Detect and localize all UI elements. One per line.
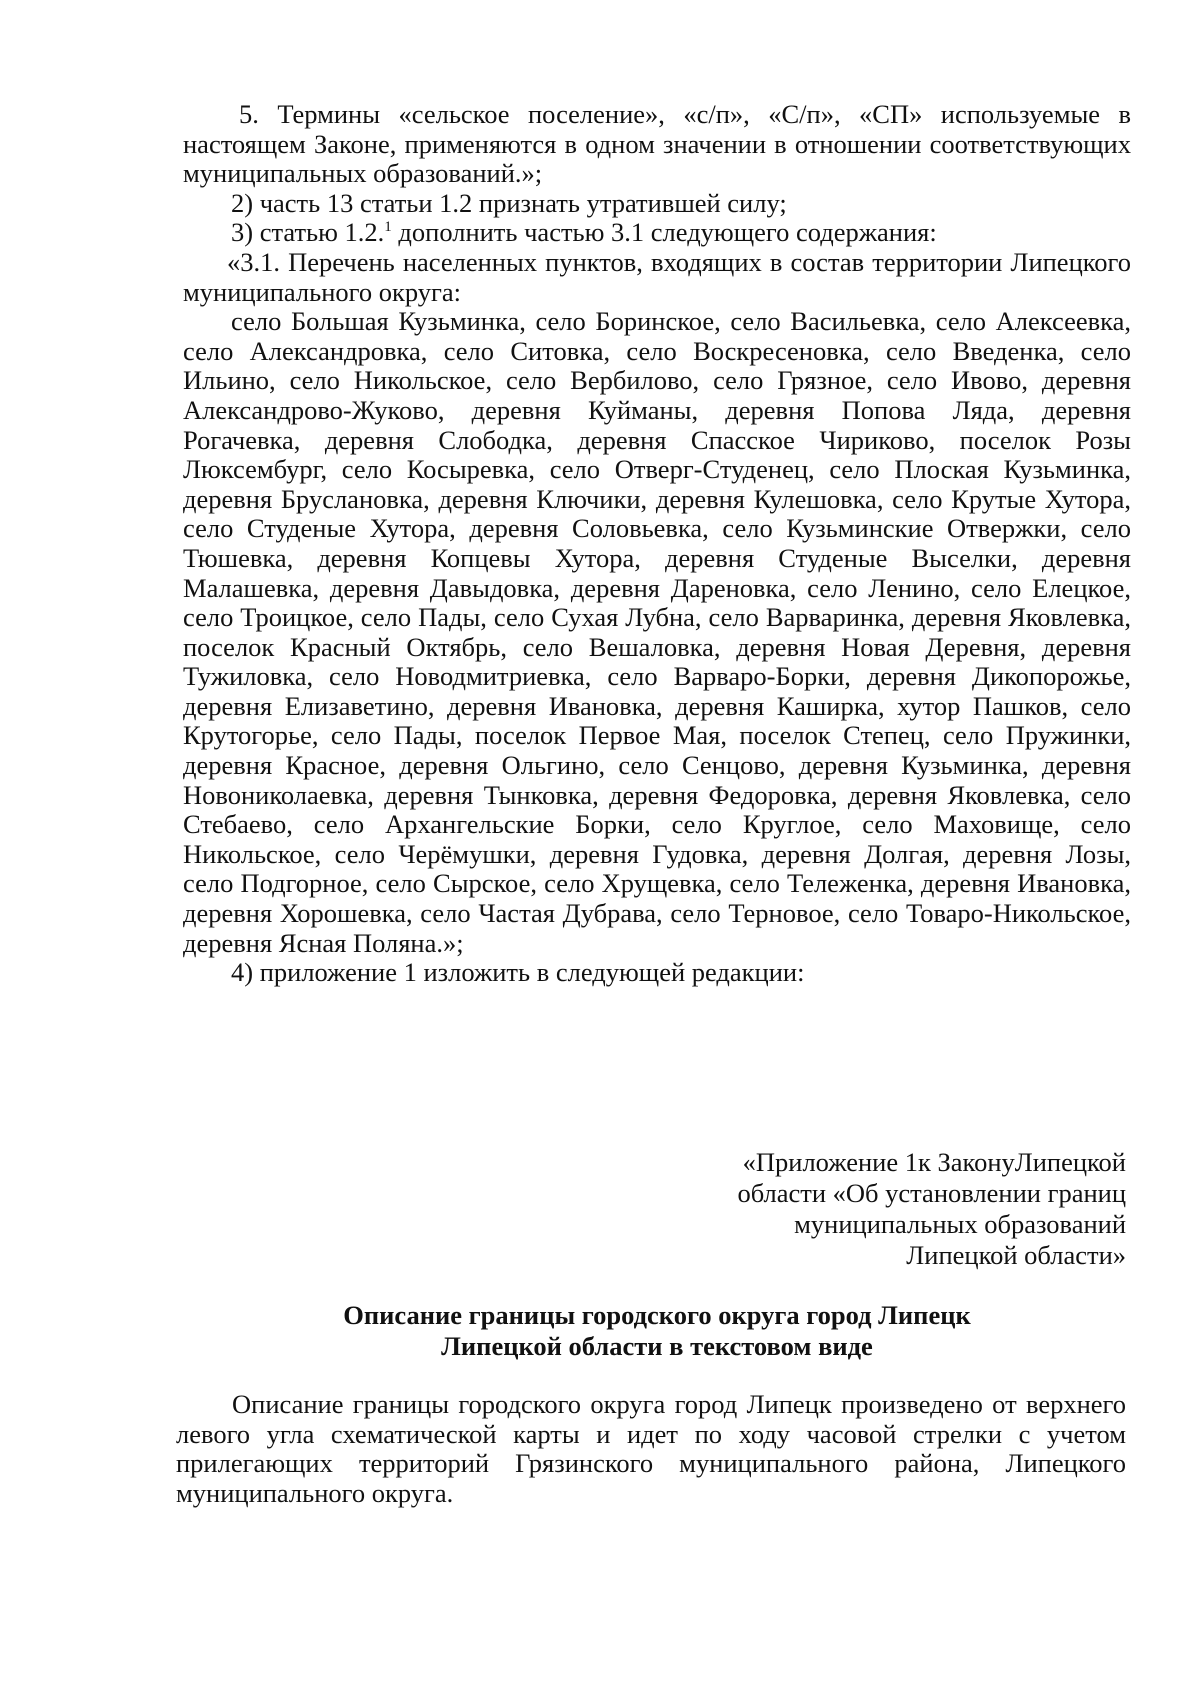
section-title [183,1300,1131,1362]
section-title-line: Липецкой области в текстовом виде [441,1331,873,1361]
item-3-paragraph [183,218,1131,248]
part-3-1-paragraph: «3.1. Перечень населенных пунктов, входящих в состав территории Липецкого муниципального округа: [183,246,1131,307]
law-text-body [183,100,1131,988]
appendix-note-line: области «Об установлении границ [737,1178,1126,1208]
appendix-note-line: «Приложение 1к ЗаконуЛипецкой [742,1147,1126,1177]
settlements-list-paragraph: село Большая Кузьминка, село Боринское, село Васильевка, село Алексеевка, село Александровка, село Ситовка, село Воскресеновка, село Введенка, село Ильино, село Никольское, село Вербилово, село Грязное, село Ивово, деревня Александрово-Жуково, деревня Куйманы, деревня Попова Ляда, деревня Рогачевка, деревня Слободка, деревня Спасское Чириково, поселок Розы Люксембург, село Косыревка, село Отверг-Студенец, село Плоская Кузьминка, деревня Бруслановка, деревня Ключики, деревня Кулешовка, село Крутые Хутора, село Студеные Хутора, деревня Соловьевка, село Кузьминские Отвержки, село Тюшевка, деревня Копцевы Хутора, деревня Студеные Выселки, деревня Малашевка, деревня Давыдовка, деревня Дареновка, село Ленино, село Елецкое, село Троицкое, село Пады, село Сухая Лубна, село Варваринка, деревня Яковлевка, поселок Красный Октябрь, село Вешаловка, деревня Новая Деревня, деревня Тужиловка, село Новодмитриевка, село Варваро-Борки, деревня Дикопорожье, деревня Елизаветино, деревня Ивановка, деревня Каширка, хутор Пашков, село Крутогорье, село Пады, поселок Первое Мая, поселок Степец, село Пружинки, деревня Красное, деревня Ольгино, село Сенцово, деревня Кузьминка, деревня Новониколаевка, деревня Тынковка, деревня Федоровка, деревня Яковлевка, село Стебаево, село Архангельские Борки, село Круглое, село Маховище, село Никольское, село Черёмушки, деревня Гудовка, деревня Долгая, деревня Лозы, село Подгорное, село Сырское, село Хрущевка, село Тележенка, деревня Ивановка, деревня Хорошевка, село Частая Дубрава, село Терновое, село Товаро-Никольское, деревня Ясная Поляна.»; [183,306,1131,958]
item-3-suffix: дополнить частью 3.1 следующего содержания: [391,217,937,248]
item-3-superscript: 1 [384,219,392,236]
item-2-paragraph: 2) часть 13 статьи 1.2 признать утратившей силу; [231,187,787,218]
section-title-line: Описание границы городского округа город Липецк [343,1300,971,1330]
item-5-paragraph: 5. Термины «сельское поселение», «с/п», «С/п», «СП» используемые в настоящем Законе, применяются в одном значении в отношении соответствующих муниципальных образований.»; [183,99,1131,189]
appendix-note-line: муниципальных образований [794,1209,1126,1239]
boundary-description-paragraph: Описание границы городского округа город Липецк произведено от верхнего левого угла схематической карты и идет по ходу часовой стрелки с учетом прилегающих территорий Грязинского муниципального района, Липецкого муниципального округа. [176,1389,1126,1508]
appendix-note-line: Липецкой области» [906,1240,1126,1270]
appendix-note [600,1147,1126,1271]
item-4-paragraph: 4) приложение 1 изложить в следующей редакции: [231,957,805,988]
item-3-prefix: 3) статью 1.2. [231,217,385,248]
